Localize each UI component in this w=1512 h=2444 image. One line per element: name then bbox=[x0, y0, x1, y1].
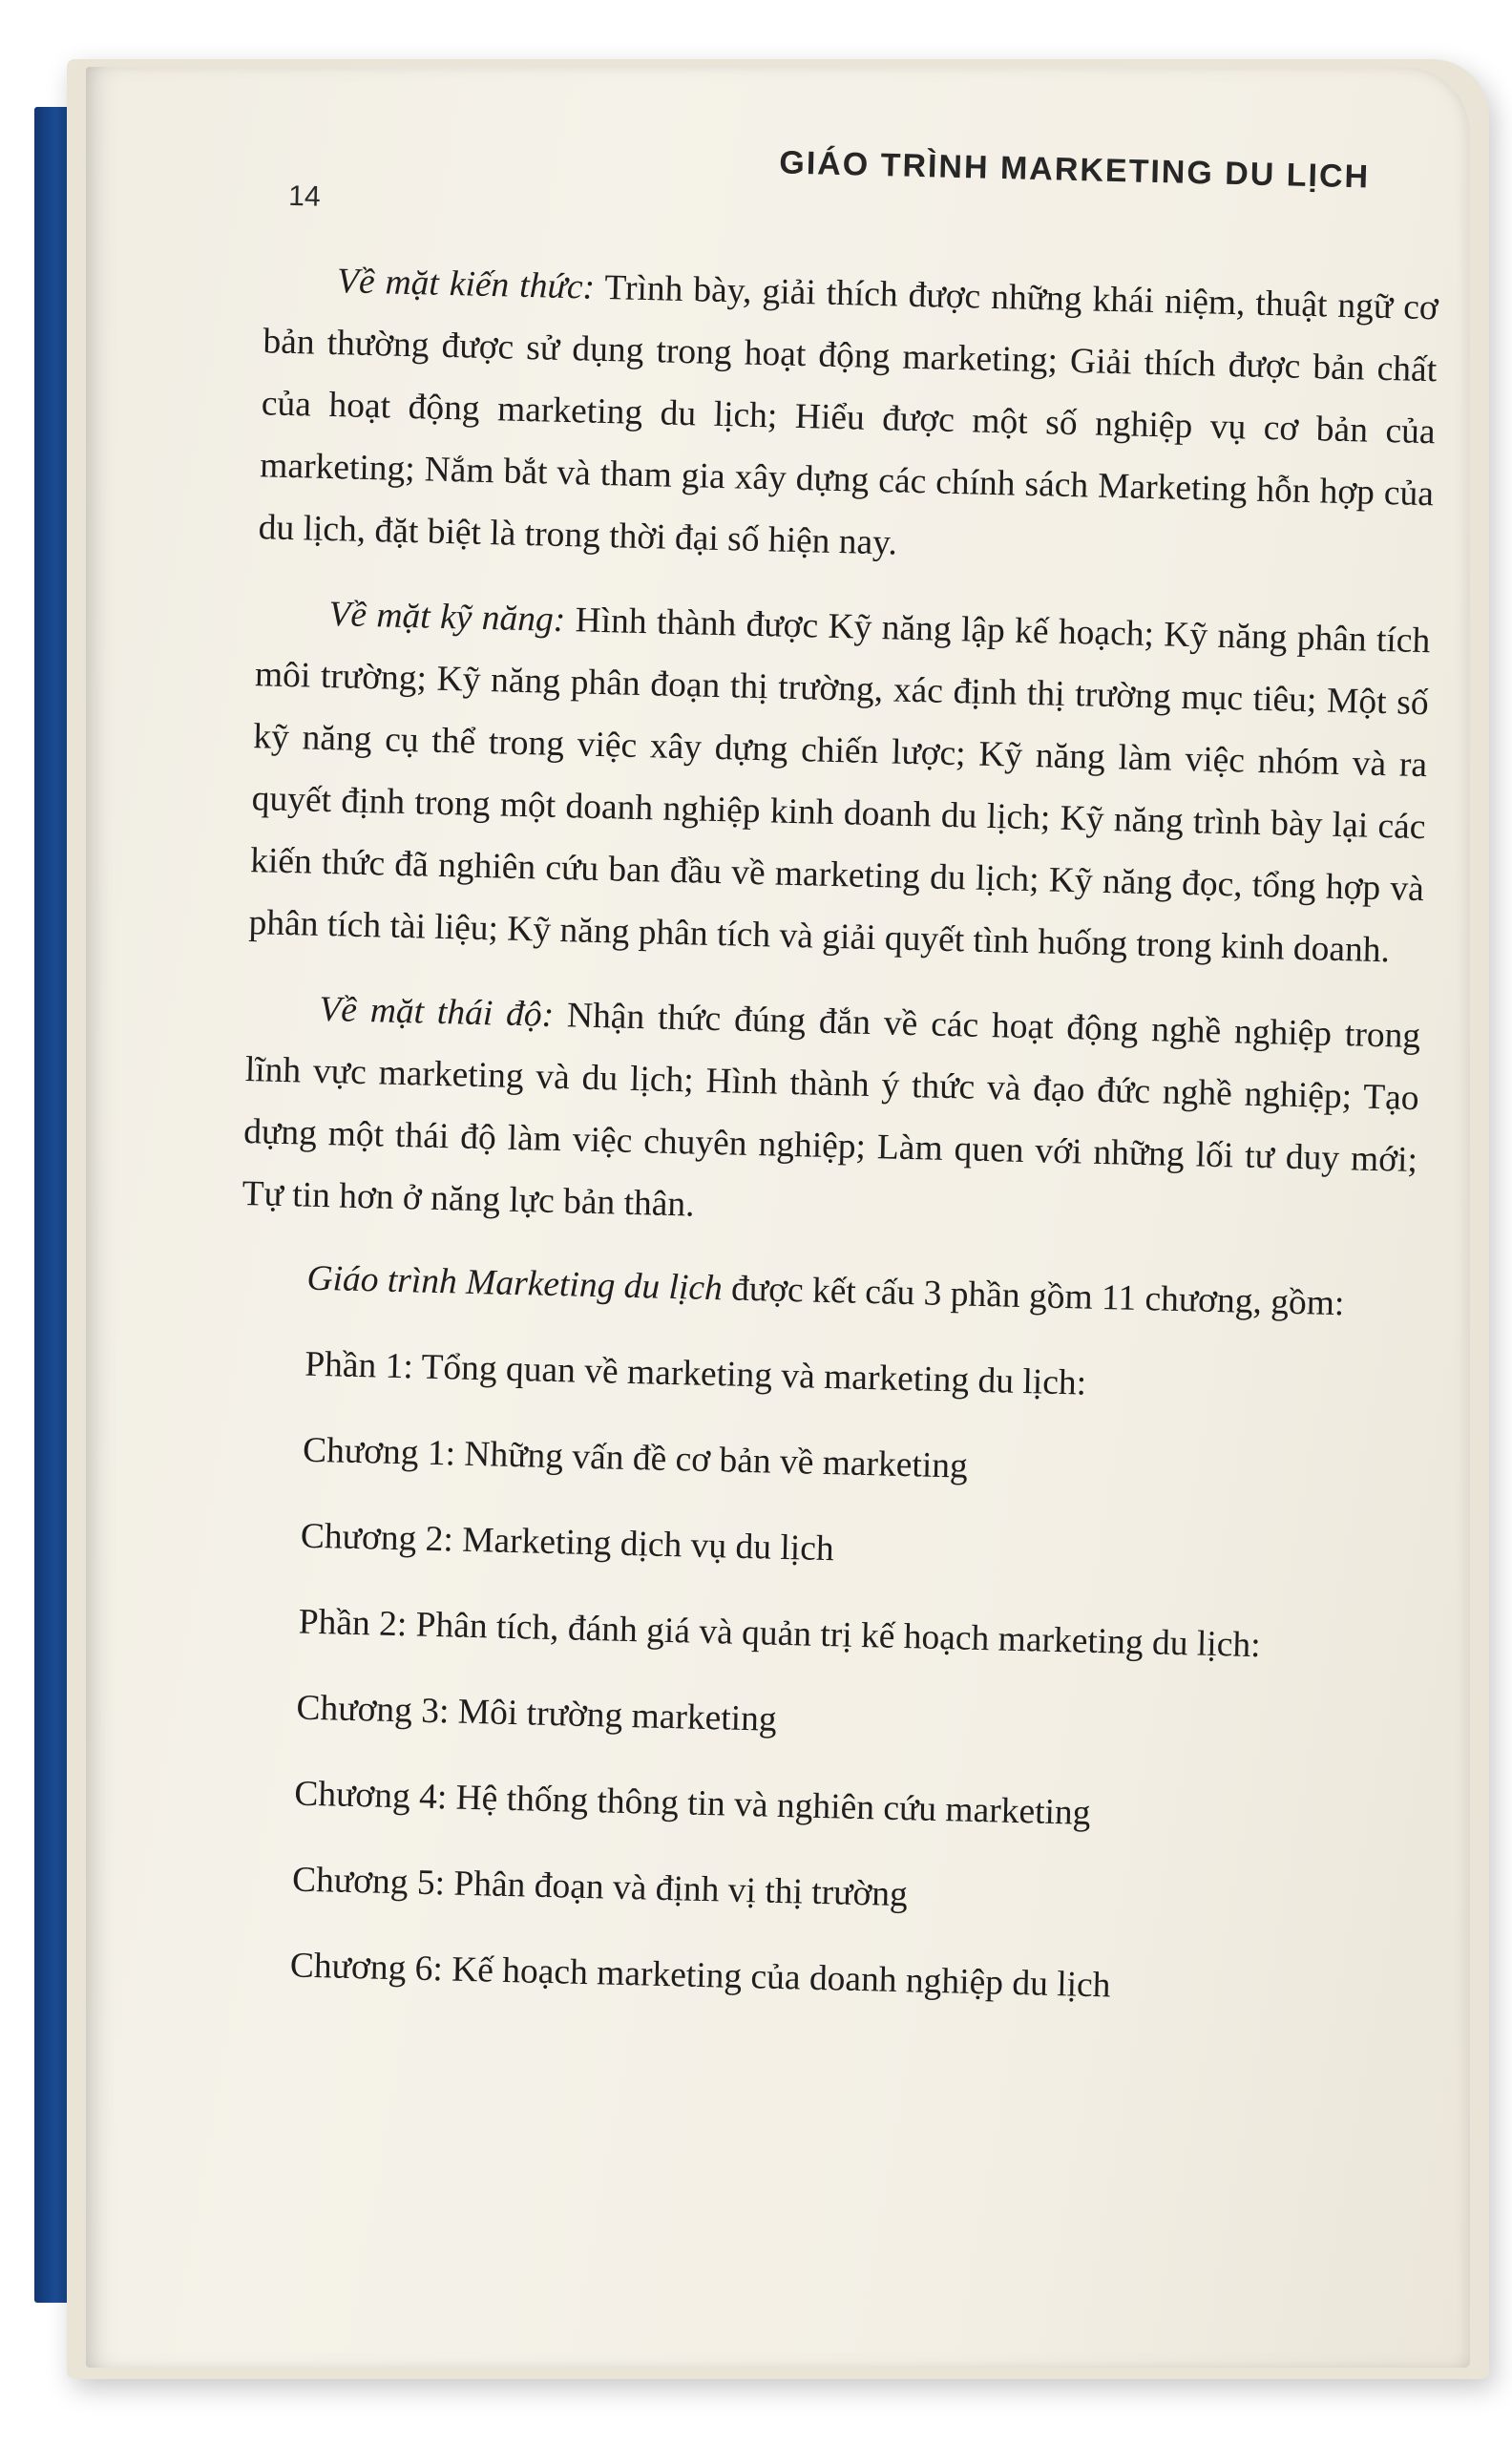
paragraph-lead: Về mặt kiến thức: bbox=[336, 262, 596, 307]
list-item-part-1: Phần 1: Tổng quan về marketing và marketing du lịch: bbox=[304, 1344, 1087, 1403]
list-item-chapter-4: Chương 4: Hệ thống thông tin và nghiên cứu marketing bbox=[293, 1774, 1091, 1833]
paragraph-attitude bbox=[242, 977, 1421, 1254]
book-title: Giáo trình Marketing du lịch bbox=[306, 1258, 724, 1309]
book-page bbox=[86, 67, 1470, 2368]
list-item-chapter-1: Chương 1: Những vấn đề cơ bản về marketing bbox=[302, 1430, 969, 1486]
list-item-chapter-3: Chương 3: Môi trường marketing bbox=[296, 1688, 778, 1739]
structure-list bbox=[222, 1248, 1415, 2023]
page-number: 14 bbox=[287, 179, 322, 213]
structure-intro bbox=[240, 1248, 1415, 1336]
paragraph-lead: Về mặt kỹ năng: bbox=[328, 595, 566, 641]
paragraph-lead: Về mặt thái độ: bbox=[318, 989, 555, 1035]
running-head: GIÁO TRÌNH MARKETING DU LỊCH bbox=[778, 144, 1371, 196]
list-item-chapter-2: Chương 2: Marketing dịch vụ du lịch bbox=[300, 1516, 835, 1570]
paragraph-text: Hình thành được Kỹ năng lập kế hoạch; Kỹ năng phân tích môi trường; Kỹ năng phân đoạn thị trường, xác định thị trường mục tiêu; Một số kỹ năng cụ thể trong việc xây dựng chiến lược; Kỹ năng làm việc nhóm và ra quyết định trong một doanh nghiệp kinh doanh du lịch; Kỹ năng trình bày lại các kiến thức đã nghiên cứu ban đầu về marketing du lịch; Kỹ năng đọc, tổng hợp và phân tích tài liệu; Kỹ năng phân tích và giải quyết tình huống trong kinh doanh. bbox=[248, 600, 1431, 971]
paragraph-text: Trình bày, giải thích được những khái niệm, thuật ngữ cơ bản thường được sử dụng trong hoạt động marketing; Giải thích được bản chất của hoạt động marketing du lịch; Hiểu được một số nghiệp vụ cơ bản của marketing; Nắm bắt và tham gia xây dựng các chính sách Marketing hỗn hợp của du lịch, đặt biệt là trong thời đại số hiện nay. bbox=[258, 267, 1439, 563]
list-item-chapter-5: Chương 5: Phân đoạn và định vị thị trường bbox=[291, 1860, 909, 1915]
list-item-part-2: Phần 2: Phân tích, đánh giá và quản trị kế hoạch marketing du lịch: bbox=[298, 1602, 1262, 1666]
body-text bbox=[222, 248, 1439, 2049]
list-item-chapter-6: Chương 6: Kế hoạch marketing của doanh nghiệp du lịch bbox=[289, 1946, 1111, 2006]
page-content bbox=[47, 53, 1486, 2388]
paragraph-text: Nhận thức đúng đắn về các hoạt động nghề nghiệp trong lĩnh vực marketing và du lịch; Hình thành ý thức và đạo đức nghề nghiệp; Tạo dựng một thái độ làm việc chuyên nghiệp; Làm quen với những lối tư duy mới; Tự tin hơn ở năng lực bản thân. bbox=[242, 995, 1421, 1225]
structure-intro-text: được kết cấu 3 phần gồm 11 chương, gồm: bbox=[722, 1269, 1345, 1324]
paragraph-knowledge bbox=[258, 248, 1439, 587]
paragraph-skills bbox=[248, 581, 1431, 982]
